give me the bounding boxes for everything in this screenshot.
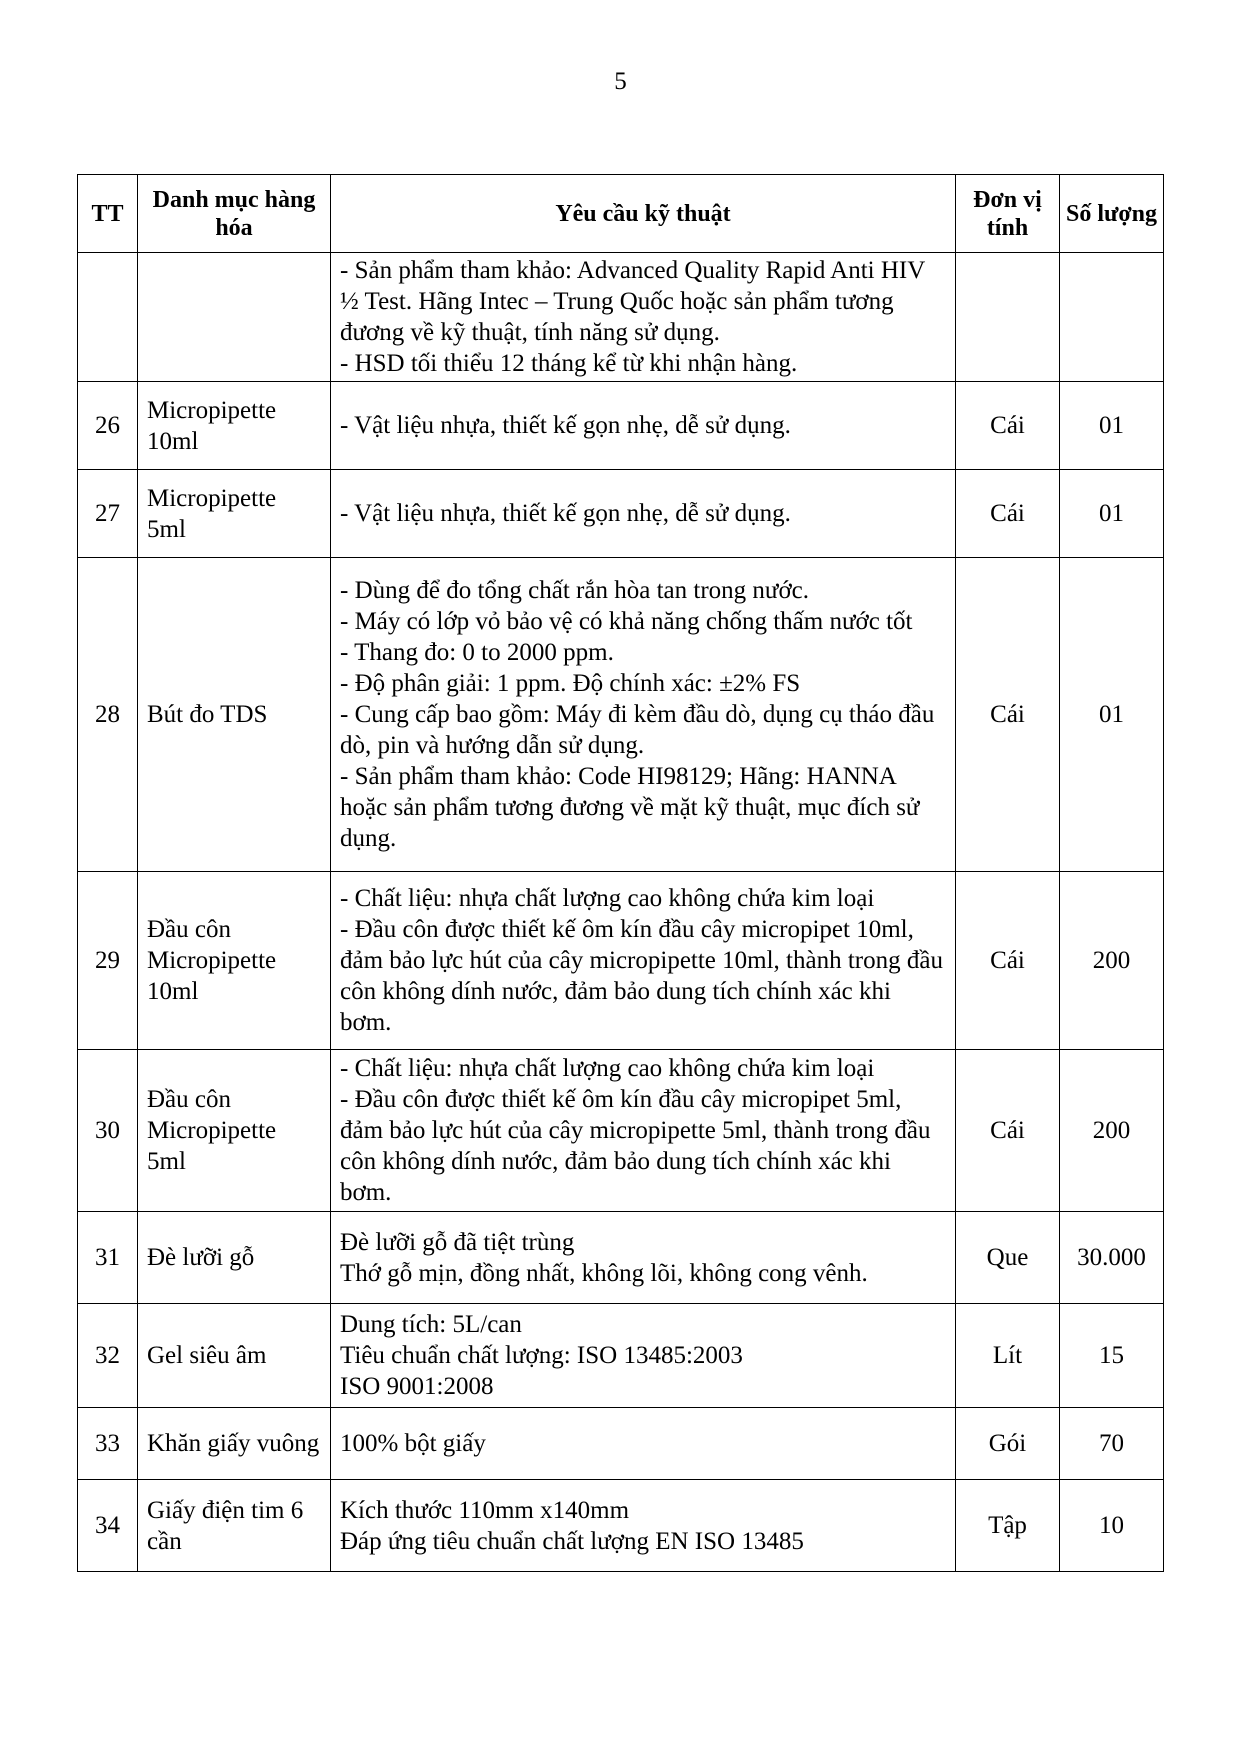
cell-unit: Lít	[956, 1304, 1060, 1408]
table-row	[78, 470, 1164, 558]
cell-quantity: 01	[1060, 558, 1164, 872]
cell-requirements: - Dùng để đo tổng chất rắn hòa tan trong nước. - Máy có lớp vỏ bảo vệ có khả năng chống thấm nước tốt - Thang đo: 0 to 2000 ppm. - Độ phân giải: 1 ppm. Độ chính xác: ±2% FS - Cung cấp bao gồm: Máy đi kèm đầu dò, dụng cụ tháo đầu dò, pin và hướng dẫn sử dụng. - Sản phẩm tham khảo: Code HI98129; Hãng: HANNA hoặc sản phẩm tương đương về mặt kỹ thuật, mục đích sử dụng.	[331, 558, 956, 872]
cell-unit: Cái	[956, 558, 1060, 872]
cell-requirements: - Vật liệu nhựa, thiết kế gọn nhẹ, dễ sử dụng.	[331, 382, 956, 470]
cell-unit: Cái	[956, 470, 1060, 558]
cell-requirements: Kích thước 110mm x140mm Đáp ứng tiêu chuẩn chất lượng EN ISO 13485	[331, 1480, 956, 1572]
cell-tt: 33	[78, 1408, 138, 1480]
cell-unit: Cái	[956, 382, 1060, 470]
cell-item-name: Bút đo TDS	[138, 558, 331, 872]
cell-quantity: 15	[1060, 1304, 1164, 1408]
table-header-row	[78, 175, 1164, 253]
cell-tt: 27	[78, 470, 138, 558]
cell-requirements: - Chất liệu: nhựa chất lượng cao không chứa kim loại - Đầu côn được thiết kế ôm kín đầu cây micropipet 5ml, đảm bảo lực hút của cây micropipette 5ml, thành trong đầu côn không dính nước, đảm bảo dung tích chính xác khi bơm.	[331, 1050, 956, 1212]
table-row	[78, 253, 1164, 382]
cell-unit: Cái	[956, 1050, 1060, 1212]
cell-unit	[956, 253, 1060, 382]
table-row	[78, 872, 1164, 1050]
cell-tt: 30	[78, 1050, 138, 1212]
cell-item-name: Khăn giấy vuông	[138, 1408, 331, 1480]
technical-spec-table	[77, 174, 1164, 1572]
header-quantity: Số lượng	[1060, 175, 1164, 253]
cell-unit: Gói	[956, 1408, 1060, 1480]
table-row	[78, 382, 1164, 470]
cell-requirements: - Chất liệu: nhựa chất lượng cao không chứa kim loại - Đầu côn được thiết kế ôm kín đầu cây micropipet 10ml, đảm bảo lực hút của cây micropipette 10ml, thành trong đầu côn không dính nước, đảm bảo dung tích chính xác khi bơm.	[331, 872, 956, 1050]
cell-item-name: Đầu côn Micropipette 5ml	[138, 1050, 331, 1212]
cell-item-name: Đầu côn Micropipette 10ml	[138, 872, 331, 1050]
cell-tt	[78, 253, 138, 382]
cell-quantity: 30.000	[1060, 1212, 1164, 1304]
table-row	[78, 1408, 1164, 1480]
cell-requirements: Đè lưỡi gỗ đã tiệt trùng Thớ gỗ mịn, đồng nhất, không lõi, không cong vênh.	[331, 1212, 956, 1304]
cell-requirements: - Sản phẩm tham khảo: Advanced Quality Rapid Anti HIV ½ Test. Hãng Intec – Trung Quốc hoặc sản phẩm tương đương về kỹ thuật, tính năng sử dụng. - HSD tối thiểu 12 tháng kể từ khi nhận hàng.	[331, 253, 956, 382]
cell-item-name	[138, 253, 331, 382]
table-row	[78, 1304, 1164, 1408]
cell-requirements: Dung tích: 5L/can Tiêu chuẩn chất lượng: ISO 13485:2003 ISO 9001:2008	[331, 1304, 956, 1408]
cell-tt: 31	[78, 1212, 138, 1304]
cell-tt: 28	[78, 558, 138, 872]
cell-quantity: 70	[1060, 1408, 1164, 1480]
cell-requirements: 100% bột giấy	[331, 1408, 956, 1480]
cell-tt: 29	[78, 872, 138, 1050]
header-requirements: Yêu cầu kỹ thuật	[331, 175, 956, 253]
cell-item-name: Micropipette 5ml	[138, 470, 331, 558]
table-row	[78, 558, 1164, 872]
cell-item-name: Giấy điện tim 6 cần	[138, 1480, 331, 1572]
page-number: 5	[614, 68, 627, 95]
cell-tt: 26	[78, 382, 138, 470]
table-row	[78, 1050, 1164, 1212]
cell-quantity: 10	[1060, 1480, 1164, 1572]
table-row	[78, 1480, 1164, 1572]
cell-tt: 32	[78, 1304, 138, 1408]
table-row	[78, 1212, 1164, 1304]
cell-quantity: 200	[1060, 1050, 1164, 1212]
cell-quantity: 200	[1060, 872, 1164, 1050]
cell-tt: 34	[78, 1480, 138, 1572]
cell-unit: Cái	[956, 872, 1060, 1050]
cell-quantity: 01	[1060, 470, 1164, 558]
cell-item-name: Gel siêu âm	[138, 1304, 331, 1408]
cell-item-name: Đè lưỡi gỗ	[138, 1212, 331, 1304]
header-item-name: Danh mục hàng hóa	[138, 175, 331, 253]
cell-requirements: - Vật liệu nhựa, thiết kế gọn nhẹ, dễ sử dụng.	[331, 470, 956, 558]
cell-unit: Que	[956, 1212, 1060, 1304]
cell-quantity	[1060, 253, 1164, 382]
cell-item-name: Micropipette 10ml	[138, 382, 331, 470]
cell-unit: Tập	[956, 1480, 1060, 1572]
header-tt: TT	[78, 175, 138, 253]
header-unit: Đơn vị tính	[956, 175, 1060, 253]
cell-quantity: 01	[1060, 382, 1164, 470]
